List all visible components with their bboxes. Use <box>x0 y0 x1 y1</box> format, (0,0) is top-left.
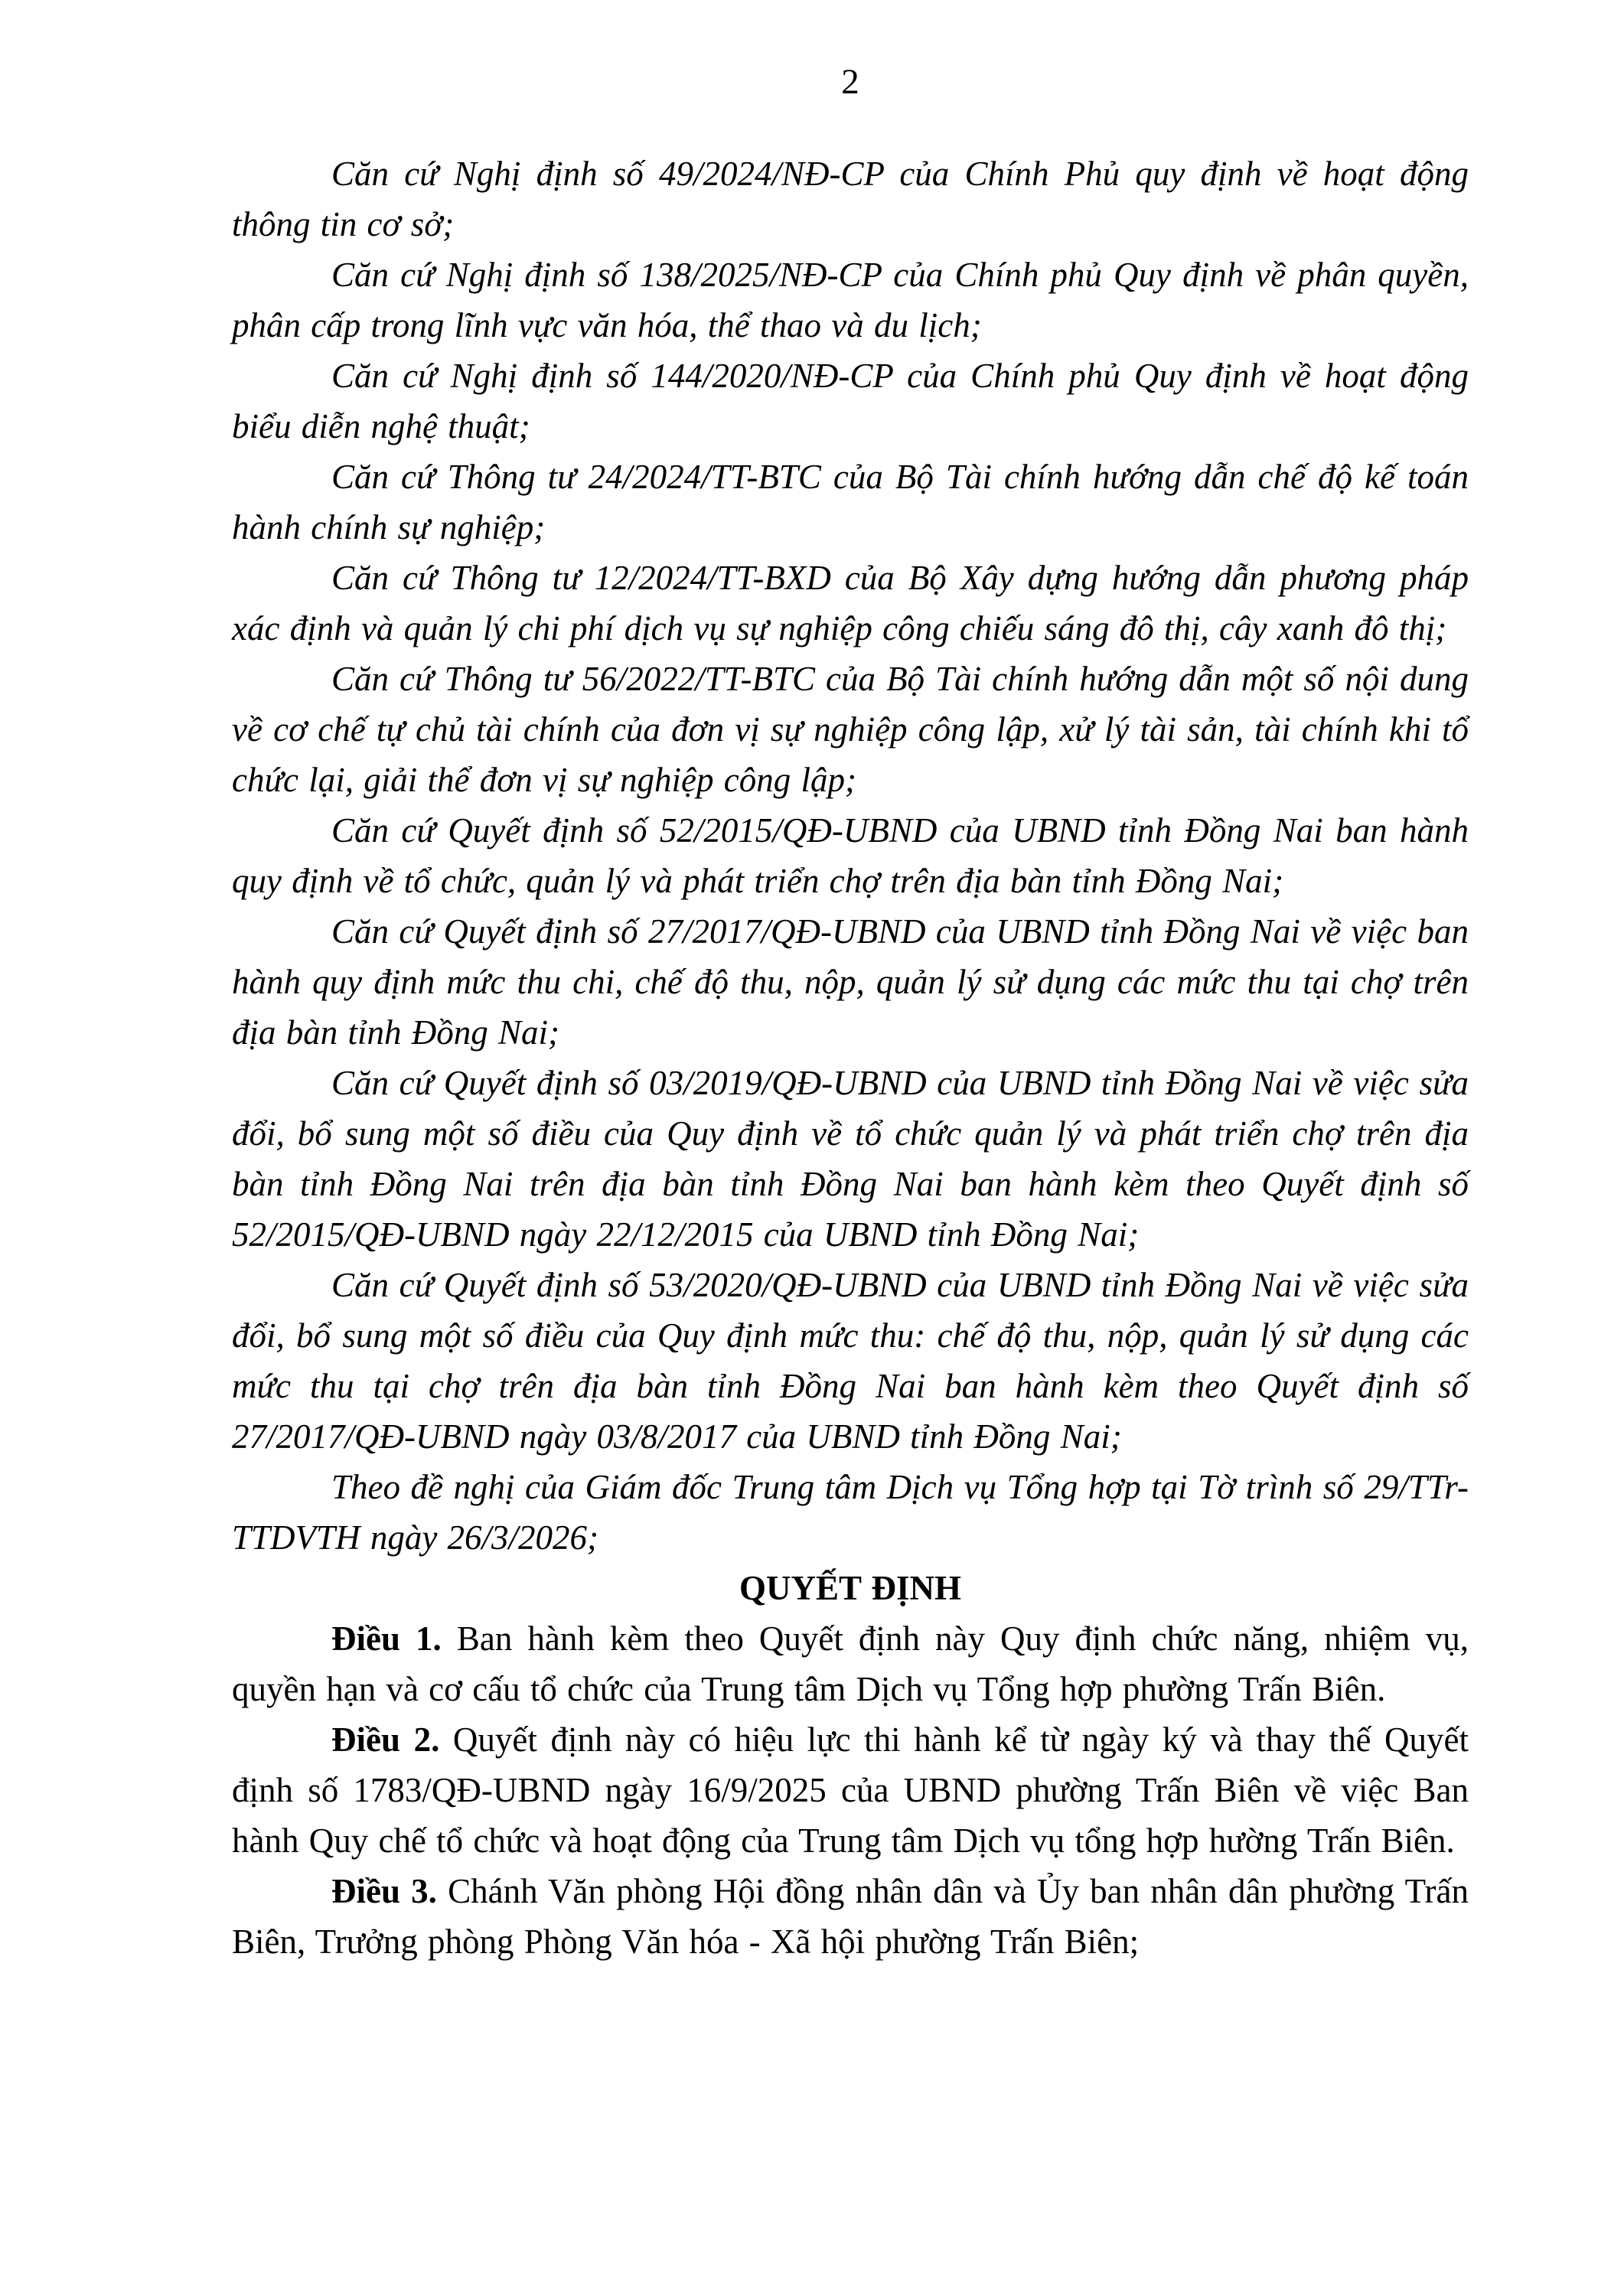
article-3-paragraph <box>232 1866 1469 1967</box>
article-2-lead: Điều 2. <box>331 1720 440 1759</box>
citation-paragraph: Căn cứ Quyết định số 27/2017/QĐ-UBND của UBND tỉnh Đồng Nai về việc ban hành quy định mức thu chi, chế độ thu, nộp, quản lý sử dụng các mức thu tại chợ trên địa bàn tỉnh Đồng Nai; <box>232 912 1469 1052</box>
citation-paragraph: Căn cứ Nghị định số 144/2020/NĐ-CP của Chính phủ Quy định về hoạt động biểu diễn nghệ thuật; <box>232 357 1469 445</box>
document-body <box>232 148 1469 1967</box>
article-3-text: Chánh Văn phòng Hội đồng nhân dân và Ủy ban nhân dân phường Trấn Biên, Trưởng phòng Phòng Văn hóa - Xã hội phường Trấn Biên; <box>232 1872 1469 1961</box>
citation-paragraph: Căn cứ Quyết định số 52/2015/QĐ-UBND của UBND tỉnh Đồng Nai ban hành quy định về tổ chức, quản lý và phát triển chợ trên địa bàn tỉnh Đồng Nai; <box>232 811 1469 900</box>
decision-heading: QUYẾT ĐỊNH <box>739 1569 961 1607</box>
citation-paragraph: Căn cứ Nghị định số 49/2024/NĐ-CP của Chính Phủ quy định về hoạt động thông tin cơ sở; <box>232 155 1469 243</box>
citation-paragraph: Căn cứ Thông tư 12/2024/TT-BXD của Bộ Xây dựng hướng dẫn phương pháp xác định và quản lý chi phí dịch vụ sự nghiệp công chiếu sáng đô thị, cây xanh đô thị; <box>232 559 1469 647</box>
article-1-paragraph <box>232 1613 1469 1714</box>
article-1-text: Ban hành kèm theo Quyết định này Quy định chức năng, nhiệm vụ, quyền hạn và cơ cấu tổ chức của Trung tâm Dịch vụ Tổng hợp phường Trấn Biên. <box>232 1619 1469 1708</box>
article-1-lead: Điều 1. <box>331 1619 442 1658</box>
citation-paragraph: Căn cứ Thông tư 56/2022/TT-BTC của Bộ Tài chính hướng dẫn một số nội dung về cơ chế tự chủ tài chính của đơn vị sự nghiệp công lập, xử lý tài sản, tài chính khi tổ chức lại, giải thể đơn vị sự nghiệp công lập; <box>232 660 1469 799</box>
citation-paragraph: Căn cứ Thông tư 24/2024/TT-BTC của Bộ Tài chính hướng dẫn chế độ kế toán hành chính sự nghiệp; <box>232 458 1469 546</box>
article-2-paragraph <box>232 1714 1469 1866</box>
page-number: 2 <box>841 62 859 102</box>
citation-paragraph: Căn cứ Quyết định số 53/2020/QĐ-UBND của UBND tỉnh Đồng Nai về việc sửa đổi, bổ sung một số điều của Quy định mức thu: chế độ thu, nộp, quản lý sử dụng các mức thu tại chợ trên địa bàn tỉnh Đồng Nai ban hành kèm theo Quyết định số 27/2017/QĐ-UBND ngày 03/8/2017 của UBND tỉnh Đồng Nai; <box>232 1266 1469 1456</box>
proposal-paragraph: Theo đề nghị của Giám đốc Trung tâm Dịch vụ Tổng hợp tại Tờ trình số 29/TTr-TTDVTH ngày 26/3/2026; <box>232 1468 1469 1557</box>
citation-paragraph: Căn cứ Nghị định số 138/2025/NĐ-CP của Chính phủ Quy định về phân quyền, phân cấp trong lĩnh vực văn hóa, thể thao và du lịch; <box>232 256 1469 344</box>
article-2-text: Quyết định này có hiệu lực thi hành kể từ ngày ký và thay thế Quyết định số 1783/QĐ-UBND ngày 16/9/2025 của UBND phường Trấn Biên về việc Ban hành Quy chế tổ chức và hoạt động của Trung tâm Dịch vụ tổng hợp hường Trấn Biên. <box>232 1720 1469 1860</box>
article-3-lead: Điều 3. <box>331 1872 437 1910</box>
citation-paragraph: Căn cứ Quyết định số 03/2019/QĐ-UBND của UBND tỉnh Đồng Nai về việc sửa đổi, bổ sung một số điều của Quy định về tổ chức quản lý và phát triển chợ trên địa bàn tỉnh Đồng Nai trên địa bàn tỉnh Đồng Nai ban hành kèm theo Quyết định số 52/2015/QĐ-UBND ngày 22/12/2015 của UBND tỉnh Đồng Nai; <box>232 1064 1469 1254</box>
